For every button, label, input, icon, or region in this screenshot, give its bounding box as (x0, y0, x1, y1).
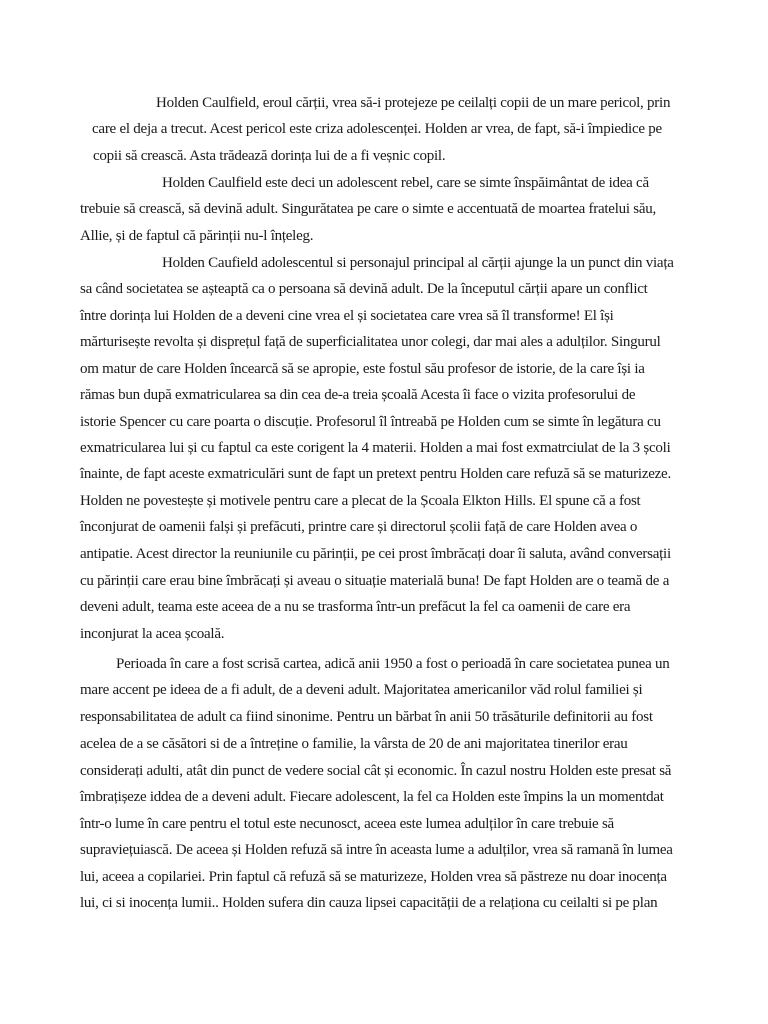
text-line: lui, aceea a copilariei. Prin faptul că refuză să se maturizeze, Holden vrea să păstreze nu doar inocența (80, 869, 667, 885)
text-line: rămas bun după exmatricularea sa din cea de-a treia școală Acesta îi face o vizita profesorului de (80, 387, 636, 403)
text-line: responsabilitatea de adult ca fiind sinonime. Pentru un bărbat în anii 50 trăsăturile definitorii au fost (80, 709, 653, 725)
text-line: înconjurat de oamenii falși și prefăcuti, printre care și directorul școlii față de care Holden avea o (80, 519, 638, 535)
text-line: trebuie să crească, să devină adult. Singurătatea pe care o simte e accentuată de moartea fratelui său, (80, 201, 657, 217)
text-line: istorie Spencer cu care poarta o discuție. Profesorul îl întreabă pe Holden cum se simte în legătura cu (80, 414, 661, 430)
text-line: într-o lume în care pentru el totul este necunosct, aceea este lumea adulților în care trebuie să (80, 816, 614, 832)
text-line: Holden Caulfield este deci un adolescent rebel, care se simte înspăimântat de idea că (162, 175, 649, 191)
text-line: cu părinții care erau bine îmbrăcați și aveau o situație materială buna! De fapt Holden are o teamă de a (80, 573, 670, 589)
text-line: inconjurat la acea școală. (80, 626, 225, 642)
text-line: copii să crească. Asta trădează dorința lui de a fi veșnic copil. (93, 148, 446, 164)
text-line: mărturisește revolta și disprețul față de superficialitatea unor colegi, dar mai ales a adulților. Singurul (80, 334, 661, 350)
text-line: om matur de care Holden încearcă să se apropie, este fostul său profesor de istorie, de la care își ia (80, 361, 645, 377)
text-line: Perioada în care a fost scrisă cartea, adică anii 1950 a fost o perioadă în care societatea punea un (116, 656, 670, 672)
text-line: sa când societatea se așteaptă ca o persoana să devină adult. De la începutul cărții apare un conflict (80, 281, 648, 297)
text-line: antipatie. Acest director la reuniunile cu părinții, pe cei prost îmbrăcați doar îi saluta, având conversații (80, 546, 671, 562)
text-line: înainte, de fapt aceste exmatriculări sunt de fapt un pretext pentru Holden care refuză să se maturizeze. (80, 466, 671, 482)
text-line: Allie, și de faptul că părinții nu-l înțeleg. (80, 228, 314, 244)
text-line: Holden ne povestește și motivele pentru care a plecat de la Școala Elkton Hills. El spune că a fost (80, 493, 641, 509)
text-line: care el deja a trecut. Acest pericol este criza adolescenței. Holden ar vrea, de fapt, să-i împiedice pe (92, 121, 662, 137)
text-line: între dorința lui Holden de a deveni cine vrea el și societatea care vrea să îl transforme! El își (80, 308, 614, 324)
text-line: Holden Caufield adolescentul si personajul principal al cărții ajunge la un punct din viața (162, 255, 674, 271)
text-line: deveni adult, teama este aceea de a nu se trasforma într-un prefăcut la fel ca oamenii de care era (80, 599, 631, 615)
text-line: considerați adulti, atât din punct de vedere social cât și economic. În cazul nostru Holden este presat să (80, 763, 672, 779)
text-line: mare accent pe ideea de a fi adult, de a deveni adult. Majoritatea americanilor văd rolul familiei și (80, 682, 643, 698)
text-line: acelea de a se căsători si de a întreține o familie, la vârsta de 20 de ani majoritatea tinerilor erau (80, 736, 628, 752)
text-line: supraviețuiască. De aceea și Holden refuză să intre în aceasta lume a adulților, vrea să ramană în lumea (80, 842, 673, 858)
text-line: Holden Caulfield, eroul cărții, vrea să-i protejeze pe ceilalți copii de un mare pericol, prin (156, 95, 671, 111)
text-line: exmatricularea lui și cu faptul ca este corigent la 4 materii. Holden a mai fost exmatrciulat de la 3 școli (80, 440, 671, 456)
text-line: lui, ci si inocența lumii.. Holden sufera din cauza lipsei capacității de a relaționa cu ceilalti si pe plan (80, 895, 658, 911)
text-line: îmbrațișeze iddea de a deveni adult. Fiecare adolescent, la fel ca Holden este împins la un momentdat (80, 789, 664, 805)
